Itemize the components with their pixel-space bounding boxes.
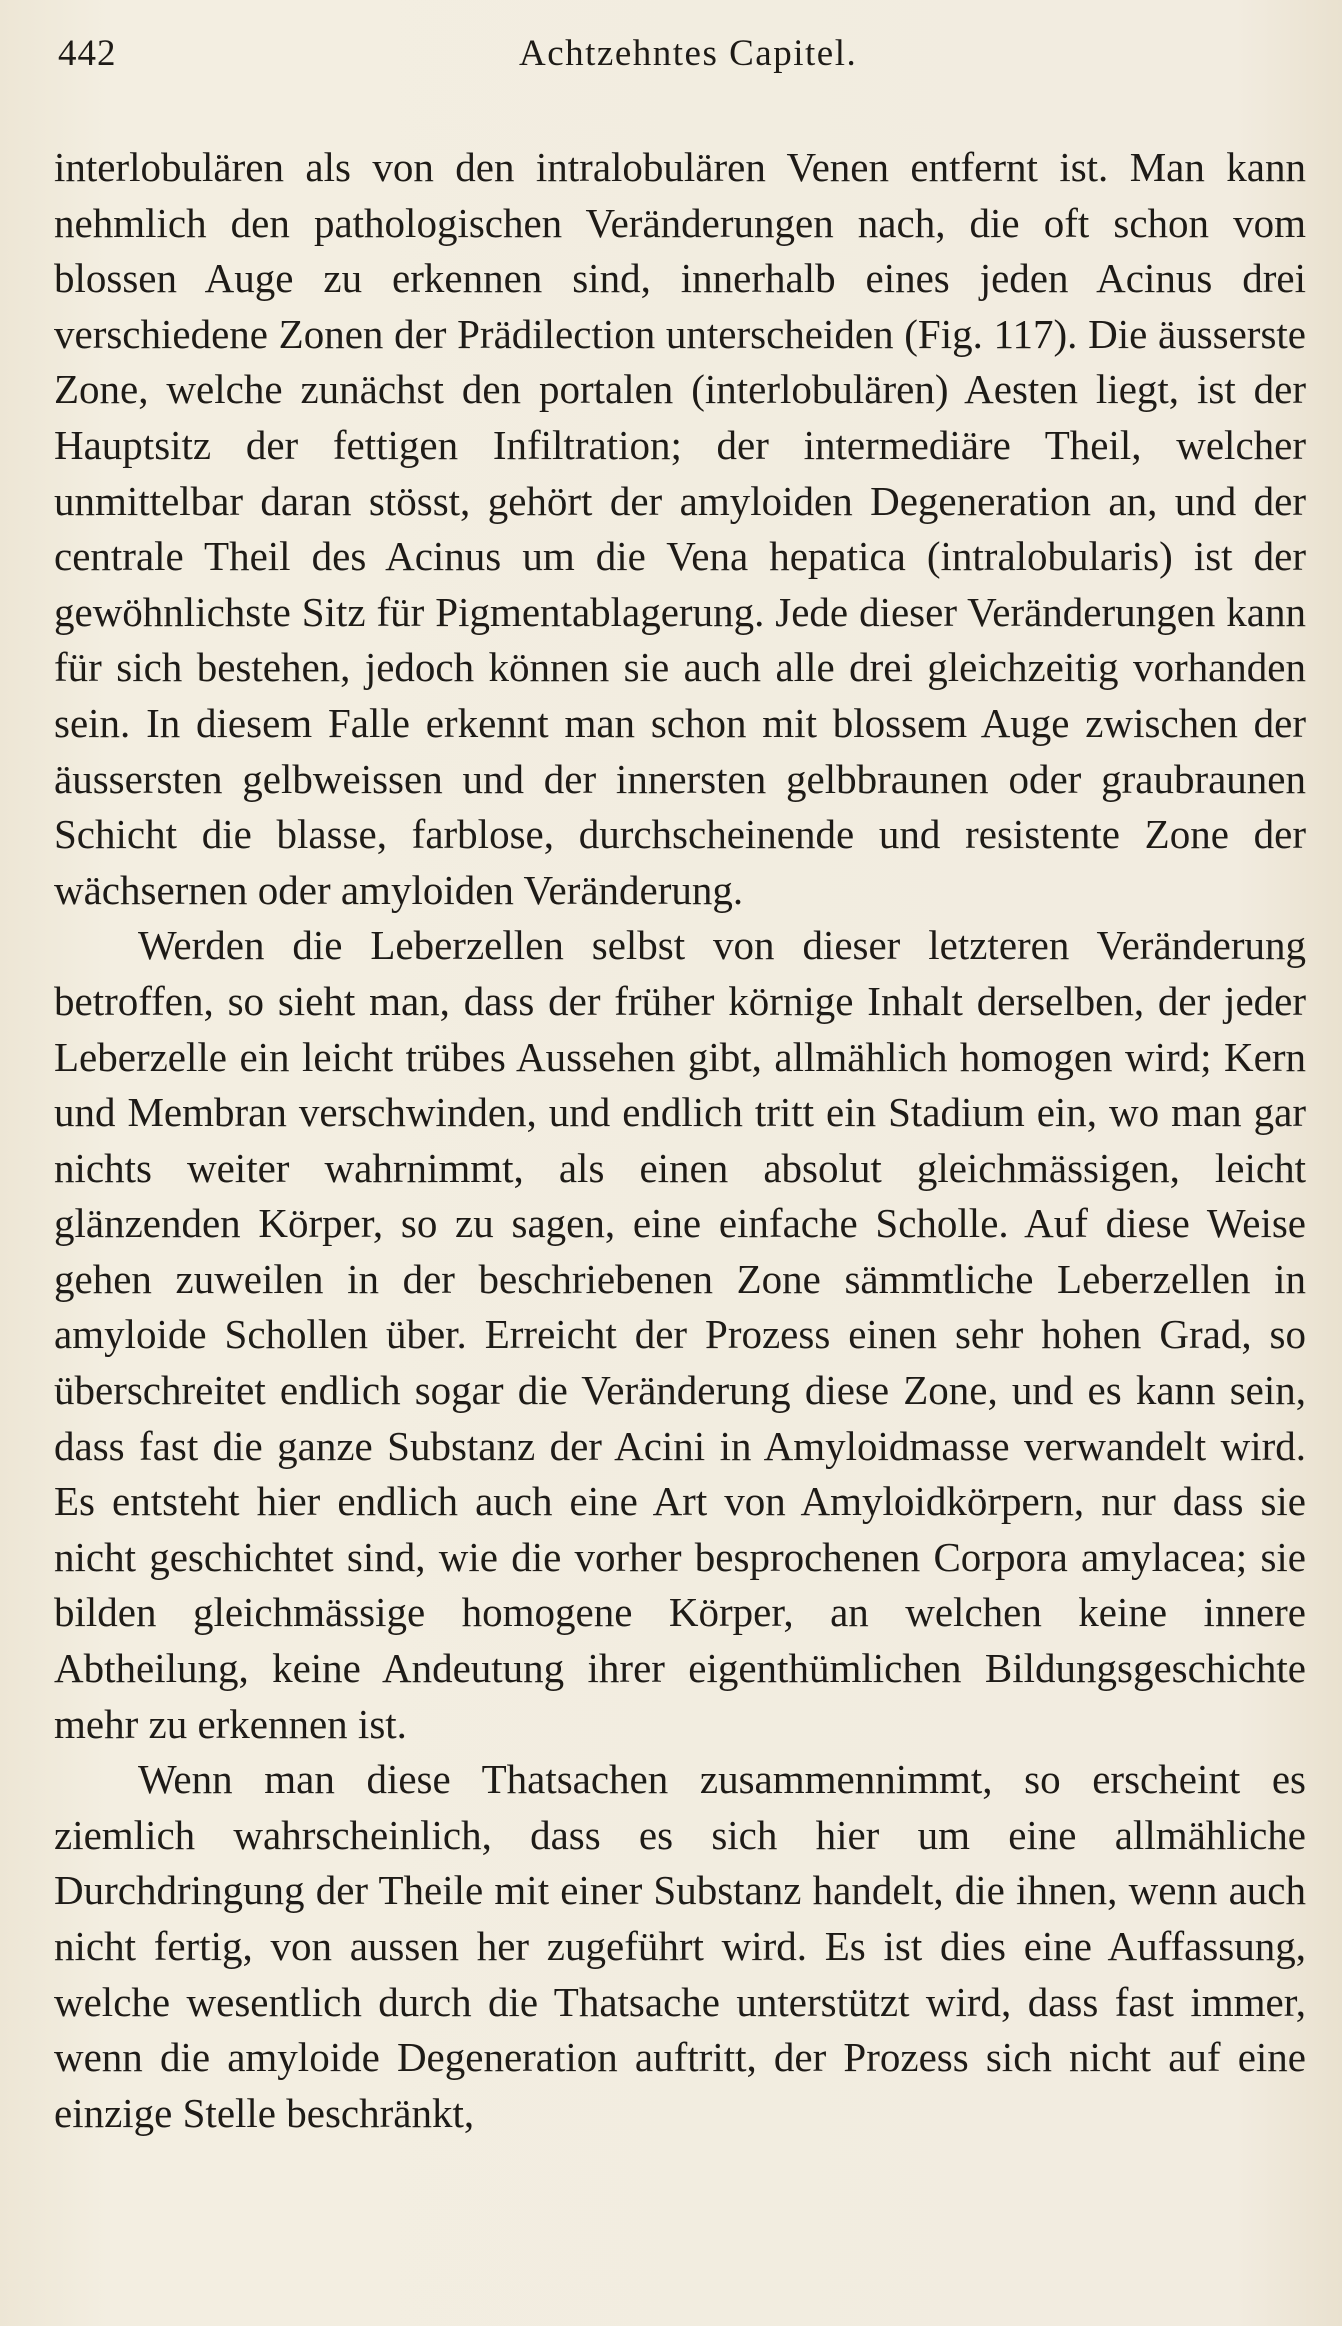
page-number: 442: [58, 33, 117, 74]
paragraph-continued: interlobulären als von den intralobulären Venen entfernt ist. Man kann nehmlich den pathologischen Veränderungen nach, die oft schon vom blossen Auge zu erkennen sind, innerhalb eines jeden Acinus drei verschiedene Zonen der Prädilection unterscheiden (Fig. 117). Die äusserste Zone, welche zunächst den portalen (interlobulären) Aesten liegt, ist der Hauptsitz der fettigen Infiltration; der intermediäre Theil, welcher unmittelbar daran stösst, gehört der amyloiden Degeneration an, und der centrale Theil des Acinus um die Vena hepatica (intralobularis) ist der gewöhnlichste Sitz für Pigmentablagerung. Jede dieser Veränderungen kann für sich bestehen, jedoch können sie auch alle drei gleichzeitig vorhanden sein. In diesem Falle erkennt man schon mit blossem Auge zwischen der äussersten gelbweissen und der innersten gelbbraunen oder graubraunen Schicht die blasse, farblose, durchscheinende und resistente Zone der wächsernen oder amyloiden Veränderung.: [54, 144, 1306, 913]
paragraph-leberzellen: Werden die Leberzellen selbst von dieser letzteren Veränderung betroffen, so sieht man, dass der früher körnige Inhalt derselben, der jeder Leberzelle ein leicht trübes Aussehen gibt, allmählich homogen wird; Kern und Membran verschwinden, und endlich tritt ein Stadium ein, wo man gar nichts weiter wahrnimmt, als einen absolut gleichmässigen, leicht glänzenden Körper, so zu sagen, eine einfache Scholle. Auf diese Weise gehen zuweilen in der beschriebenen Zone sämmtliche Leberzellen in amyloide Schollen über. Erreicht der Prozess einen sehr hohen Grad, so überschreitet endlich sogar die Veränderung diese Zone, und es kann sein, dass fast die ganze Substanz der Acini in Amyloidmasse verwandelt wird. Es entsteht hier endlich auch eine Art von Amyloidkörpern, nur dass sie nicht geschichtet sind, wie die vorher besprochenen Corpora amylacea; sie bilden gleichmässige homogene Körper, an welchen keine innere Abtheilung, keine Andeutung ihrer eigenthümlichen Bildungsgeschichte mehr zu erkennen ist.: [54, 922, 1306, 1747]
paragraph-thatsachen: Wenn man diese Thatsachen zusammennimmt, so erscheint es ziemlich wahrscheinlich, dass es sich hier um eine allmähliche Durchdringung der Theile mit einer Substanz handelt, die ihnen, wenn auch nicht fertig, von aussen her zugeführt wird. Es ist dies eine Auffassung, welche wesentlich durch die Thatsache unterstützt wird, dass fast immer, wenn die amyloide Degeneration auftritt, der Prozess sich nicht auf eine einzige Stelle beschränkt,: [54, 1756, 1306, 2136]
body-text: [54, 140, 1306, 2141]
chapter-title: Achtzehntes Capitel.: [519, 33, 858, 74]
running-head: [54, 24, 1306, 84]
